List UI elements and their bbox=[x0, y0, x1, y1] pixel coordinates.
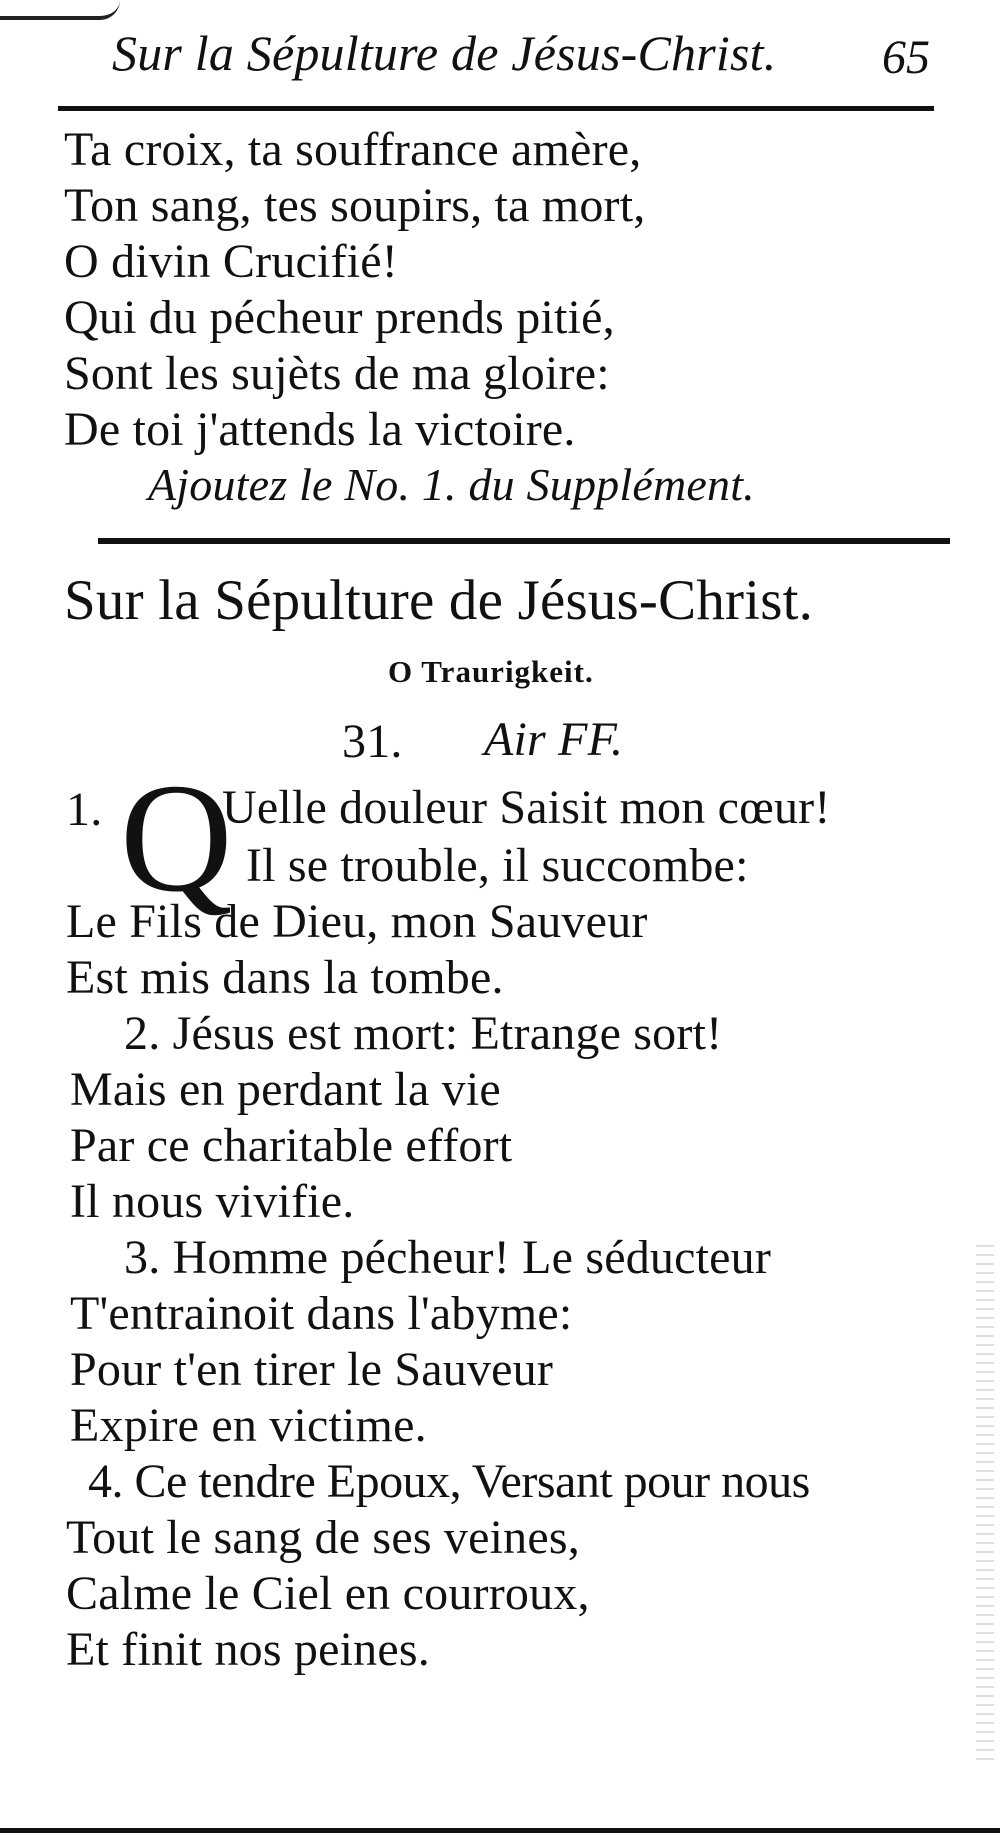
verse-line: Pour t'en tirer le Sauveur bbox=[70, 1343, 554, 1396]
verse-line: Qui du pécheur prends pitié, bbox=[64, 291, 615, 344]
verse-line: Sont les sujèts de ma gloire: bbox=[64, 347, 610, 400]
verse-line: De toi j'attends la victoire. bbox=[64, 403, 576, 456]
hymn-number: 31. bbox=[342, 715, 403, 768]
verse-line: Par ce charitable effort bbox=[70, 1119, 513, 1172]
verse-line: Tout le sang de ses veines, bbox=[66, 1511, 580, 1564]
verse-line: Mais en perdant la vie bbox=[70, 1063, 501, 1116]
tune-name: O Traurigkeit. bbox=[388, 654, 594, 689]
verse-line: Il se trouble, il succombe: bbox=[246, 839, 749, 892]
verse-line: Le Fils de Dieu, mon Sauveur bbox=[66, 895, 648, 948]
verse-line: Expire en victime. bbox=[70, 1399, 427, 1452]
page-edge-scan-noise bbox=[976, 1240, 994, 1760]
corner-mark bbox=[0, 0, 120, 20]
supplement-note: Ajoutez le No. 1. du Supplément. bbox=[148, 459, 755, 510]
page-number: 65 bbox=[882, 31, 930, 84]
air-label: Air FF. bbox=[484, 713, 624, 766]
verse-line: Est mis dans la tombe. bbox=[66, 951, 504, 1004]
hymn-title: Sur la Sépulture de Jésus-Christ. bbox=[64, 569, 814, 632]
verse-line: 4. Ce tendre Epoux, Versant pour nous bbox=[88, 1455, 810, 1508]
running-title: Sur la Sépulture de Jésus-Christ. bbox=[112, 25, 777, 81]
verse-line: Il nous vivifie. bbox=[70, 1175, 355, 1228]
verse-line: Ton sang, tes soupirs, ta mort, bbox=[64, 179, 646, 232]
drop-cap: Q bbox=[120, 751, 233, 924]
bottom-rule bbox=[0, 1828, 1000, 1833]
verse-line: T'entrainoit dans l'abyme: bbox=[70, 1287, 573, 1340]
verse-line: Calme le Ciel en courroux, bbox=[66, 1567, 590, 1620]
section-rule bbox=[98, 538, 950, 544]
verse-line: Uelle douleur Saisit mon cœur! bbox=[222, 781, 831, 834]
header-rule bbox=[58, 106, 934, 111]
verse-line: 3. Homme pécheur! Le séducteur bbox=[124, 1231, 772, 1284]
verse-line: Et finit nos peines. bbox=[66, 1623, 430, 1676]
stanza-number: 1. bbox=[66, 783, 103, 836]
verse-line: 2. Jésus est mort: Etrange sort! bbox=[124, 1007, 723, 1060]
verse-line: Ta croix, ta souffrance amère, bbox=[64, 123, 642, 176]
verse-line: O divin Crucifié! bbox=[64, 235, 398, 288]
